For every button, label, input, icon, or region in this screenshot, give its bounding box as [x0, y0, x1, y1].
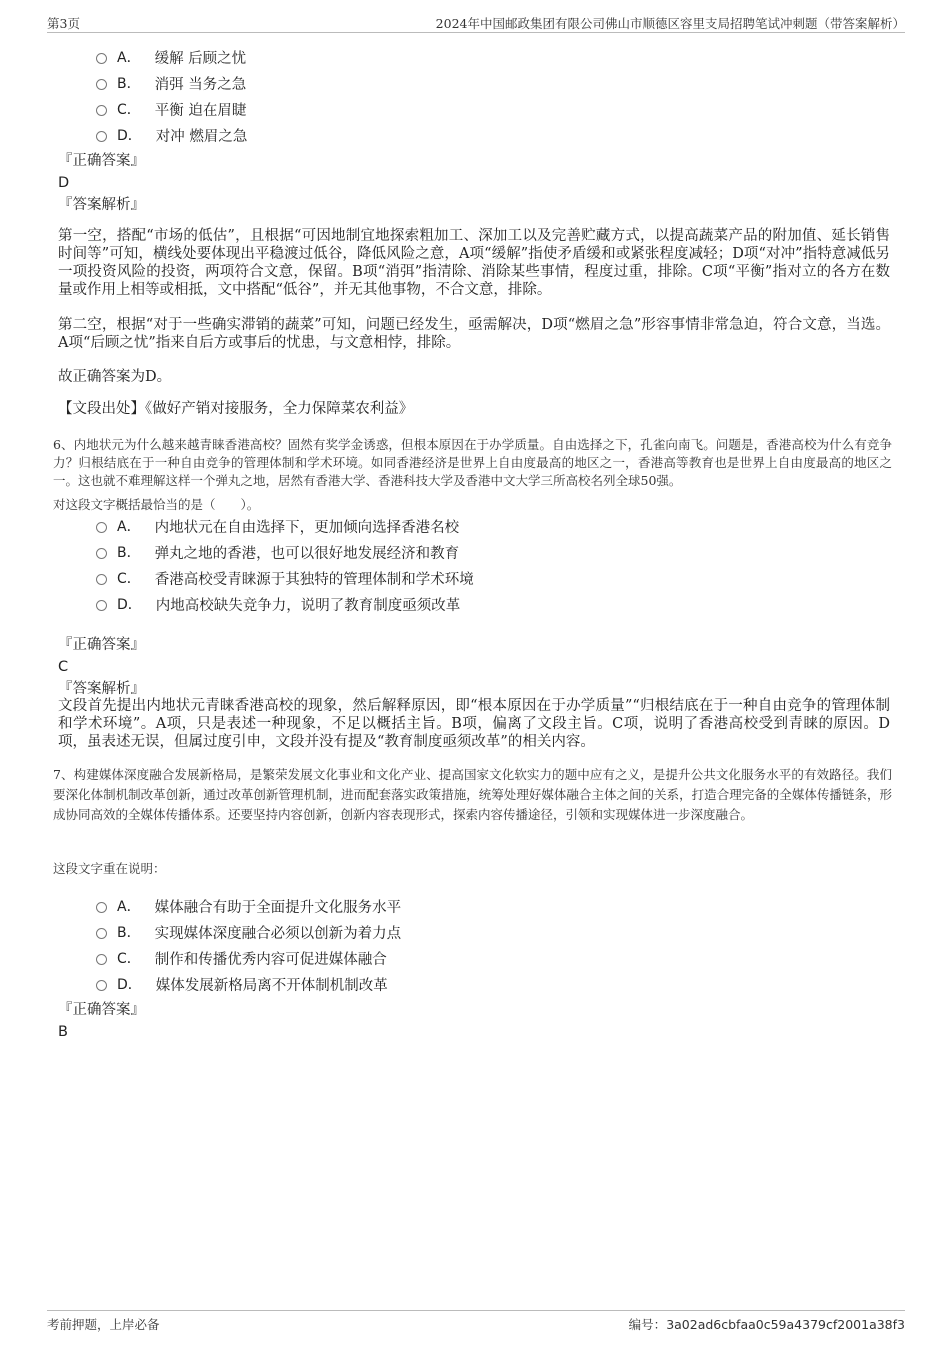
- q7-option-c[interactable]: [96, 945, 401, 971]
- radio-icon[interactable]: [96, 105, 107, 116]
- answer-value: C: [58, 659, 69, 675]
- document-title: 2024年中国邮政集团有限公司佛山市顺德区容里支局招聘笔试冲刺题（带答案解析）: [435, 16, 905, 31]
- option-letter: C．: [117, 951, 141, 967]
- option-letter: D．: [117, 128, 142, 144]
- q5-option-a[interactable]: [96, 44, 247, 70]
- answer-value: D: [58, 175, 70, 191]
- radio-icon[interactable]: [96, 548, 107, 559]
- option-letter: D．: [117, 597, 142, 613]
- option-letter: D．: [117, 977, 142, 993]
- q5-answer-block: [58, 150, 890, 216]
- q6-option-b[interactable]: [96, 539, 474, 565]
- option-text: 内地状元在自由选择下，更加倾向选择香港名校: [154, 519, 460, 536]
- answer-label: 『正确答案』: [58, 637, 145, 653]
- q5-option-b[interactable]: [96, 70, 247, 96]
- option-text: 内地高校缺失竞争力，说明了教育制度亟须改革: [155, 597, 461, 614]
- q7-stem: 7、构建媒体深度融合发展新格局，是繁荣发展文化事业和文化产业、提高国家文化软实力的题中应有之义，是提升公共文化服务水平的有效路径。我们要深化体制机制改革创新，通过改革创新管理机制，进而配套落实政策措施，统筹处理好媒体融合主体之间的关系，打造合理完备的全媒体传播链条，形成协同高效的全媒体传播体系。还要坚持内容创新，创新内容表现形式，探索内容传播途径，引领和实现媒体进一步深度融合。: [53, 767, 892, 822]
- q7-answer-block: [58, 999, 890, 1043]
- option-text: 制作和传播优秀内容可促进媒体融合: [154, 951, 387, 968]
- q5-option-c[interactable]: [96, 96, 247, 122]
- q7-options: [96, 893, 401, 997]
- q6-option-a[interactable]: [96, 513, 474, 539]
- code-label: 编号：: [628, 1317, 667, 1332]
- radio-icon[interactable]: [96, 574, 107, 585]
- q5-options: [96, 44, 247, 148]
- document-code: [629, 1315, 905, 1333]
- radio-icon[interactable]: [96, 928, 107, 939]
- option-letter: B．: [117, 76, 141, 92]
- option-text: 缓解 后顾之忧: [154, 50, 247, 67]
- option-text: 媒体发展新格局离不开体制机制改革: [155, 977, 388, 994]
- q7-option-a[interactable]: [96, 893, 401, 919]
- q6-analysis: 文段首先提出内地状元青睐香港高校的现象，然后解释原因，即“根本原因在于办学质量”“归根结底在于一种自由竞争的管理体制和学术环境”。A项，只是表述一种现象，不足以概括主旨。B项，偏离了文段主旨。C项，说明了香港高校受到青睐的原因。D项，虽表述无误，但属过度引申，文段并没有提及“教育制度亟须改革”的相关内容。: [58, 698, 890, 750]
- option-letter: A．: [117, 519, 141, 535]
- q6-stem: 6、内地状元为什么越来越青睐香港高校？固然有奖学金诱惑，但根本原因在于办学质量。自由选择之下，孔雀向南飞。问题是，香港高校为什么有竞争力？归根结底在于一种自由竞争的管理体制和学术环境。如同香港经济是世界上自由度最高的地区之一，香港高等教育也是世界上自由度最高的地区之一。这也就不难理解这样一个弹丸之地，居然有香港大学、香港科技大学及香港中文大学三所高校名列全球50强。: [53, 437, 892, 488]
- q6-answer-block: [58, 634, 890, 700]
- page-number: 第3页: [47, 16, 80, 31]
- answer-label: 『正确答案』: [58, 153, 145, 169]
- q5-source: 【文段出处】《做好产销对接服务，全力保障菜农利益》: [58, 401, 414, 417]
- option-text: 平衡 迫在眉睫: [154, 102, 247, 119]
- answer-label: 『正确答案』: [58, 1002, 145, 1018]
- q6-option-c[interactable]: [96, 565, 474, 591]
- option-letter: A．: [117, 899, 141, 915]
- option-text: 实现媒体深度融合必须以创新为着力点: [154, 925, 402, 942]
- answer-value: B: [58, 1024, 68, 1040]
- analysis-label: 『答案解析』: [58, 681, 145, 697]
- q7-prompt: 这段文字重在说明：: [53, 861, 166, 876]
- option-text: 消弭 当务之急: [154, 76, 247, 93]
- q5-analysis-p2: 第二空，根据“对于一些确实滞销的蔬菜”可知，问题已经发生，亟需解决，D项“燃眉之急”形容事情非常急迫，符合文意，当选。A项“后顾之忧”指来自后方或事后的忧患，与文意相悖，排除。: [58, 317, 890, 351]
- q7-option-d[interactable]: [96, 971, 401, 997]
- radio-icon[interactable]: [96, 131, 107, 142]
- option-text: 香港高校受青睐源于其独特的管理体制和学术环境: [154, 571, 474, 588]
- q7-option-b[interactable]: [96, 919, 401, 945]
- code-value: 3a02ad6cbfaa0c59a4379cf2001a38f3: [666, 1317, 905, 1332]
- option-letter: B．: [117, 545, 141, 561]
- radio-icon[interactable]: [96, 954, 107, 965]
- option-text: 弹丸之地的香港，也可以很好地发展经济和教育: [154, 545, 460, 562]
- option-letter: C．: [117, 102, 141, 118]
- option-letter: B．: [117, 925, 141, 941]
- radio-icon[interactable]: [96, 79, 107, 90]
- q6-prompt: 对这段文字概括最恰当的是（ ）。: [53, 497, 260, 512]
- radio-icon[interactable]: [96, 902, 107, 913]
- option-text: 媒体融合有助于全面提升文化服务水平: [154, 899, 402, 916]
- q6-options: [96, 513, 474, 617]
- q5-option-d[interactable]: [96, 122, 247, 148]
- q5-conclusion: 故正确答案为D。: [58, 369, 172, 385]
- q6-option-d[interactable]: [96, 591, 474, 617]
- option-letter: A．: [117, 50, 141, 66]
- radio-icon[interactable]: [96, 600, 107, 611]
- option-text: 对冲 燃眉之急: [155, 128, 248, 145]
- analysis-label: 『答案解析』: [58, 197, 145, 213]
- radio-icon[interactable]: [96, 53, 107, 64]
- option-letter: C．: [117, 571, 141, 587]
- q5-analysis-p1: 第一空，搭配“市场的低估”，且根据“可因地制宜地探索粗加工、深加工以及完善贮藏方式，以提高蔬菜产品的附加值、延长销售时间等”可知，横线处要体现出平稳渡过低谷，降低风险之意，A项“缓解”指使矛盾缓和或紧张程度减轻；D项“对冲”指特意减低另一项投资风险的投资，两项符合文意，保留。B项“消弭”指清除、消除某些事情，程度过重，排除。C项“平衡”指对立的各方在数量或作用上相等或相抵，文中搭配“低谷”，并无其他事物，不合文意，排除。: [58, 228, 891, 298]
- page-footer: [47, 1310, 905, 1331]
- radio-icon[interactable]: [96, 522, 107, 533]
- page-header: [47, 14, 905, 33]
- radio-icon[interactable]: [96, 980, 107, 991]
- footer-slogan: 考前押题，上岸必备: [47, 1317, 160, 1332]
